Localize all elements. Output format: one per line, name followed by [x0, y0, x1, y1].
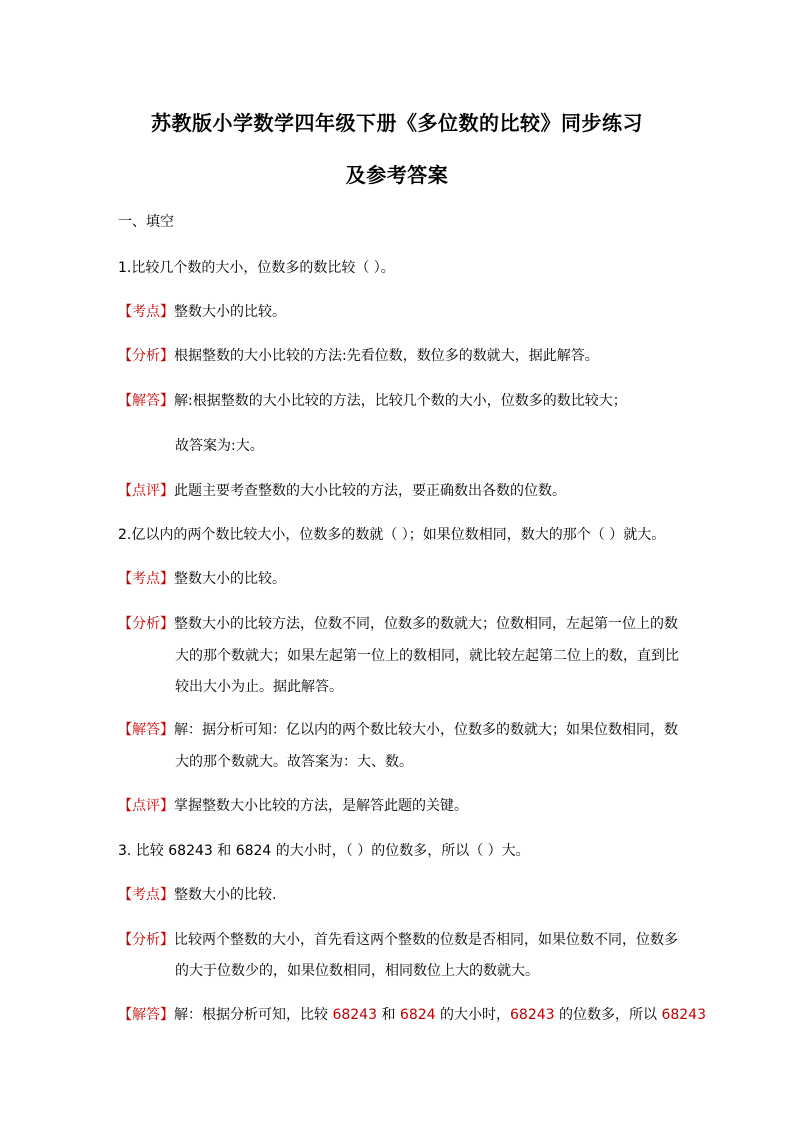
document-title-line2: 及参考答案: [345, 163, 449, 187]
q2-jieda: [118, 720, 678, 740]
q3-jieda-number-6824: 6824: [399, 1007, 436, 1023]
q1-fenxi-text: 根据整数的大小比较的方法:先看位数，数位多的数就大，据此解答。: [174, 348, 599, 364]
q2-fenxi: [118, 614, 678, 634]
q3-jieda-number-68243-c: 68243: [661, 1007, 706, 1023]
q2-fenxi-line3: 较出大小为止。据此解答。: [175, 679, 343, 695]
section-heading: 一、填空: [118, 214, 174, 230]
document-title-line1: 苏教版小学数学四年级下册《多位数的比较》同步练习: [151, 111, 643, 135]
q2-fenxi-text: 整数大小的比较方法，位数不同，位数多的数就大；位数相同，左起第一位上的数: [174, 616, 678, 632]
q3-jieda-number-68243: 68243: [332, 1007, 377, 1023]
q3-fenxi: [118, 930, 678, 950]
fenxi-tag: 【分析】: [118, 348, 174, 364]
kaodian-tag: 【考点】: [118, 571, 174, 587]
q1-jieda: [118, 391, 627, 411]
q1-kaodian-text: 整数大小的比较。: [174, 304, 286, 320]
q3-jieda-text-d: 的位数多，所以: [554, 1007, 662, 1023]
q3-jieda-text-a: 解：根据分析可知，比较: [174, 1007, 333, 1023]
q1-dianping-text: 此题主要考查整数的大小比较的方法，要正确数出各数的位数。: [174, 483, 566, 499]
q3-kaodian-text: 整数大小的比较.: [174, 887, 277, 903]
q3-question: 3. 比较 68243 和 6824 的大小时，（ ）的位数多，所以（ ）大。: [118, 843, 530, 859]
q2-dianping: [118, 796, 468, 816]
q3-fenxi-text: 比较两个整数的大小，首先看这两个整数的位数是否相同，如果位数不同，位数多: [174, 932, 678, 948]
q2-dianping-text: 掌握整数大小比较的方法，是解答此题的关键。: [174, 798, 468, 814]
q1-fenxi: [118, 346, 599, 366]
kaodian-tag: 【考点】: [118, 304, 174, 320]
kaodian-tag: 【考点】: [118, 887, 174, 903]
q2-kaodian: [118, 569, 286, 589]
jieda-tag: 【解答】: [118, 722, 174, 738]
q3-jieda-text-b: 和: [377, 1007, 400, 1023]
q2-question: 2.亿以内的两个数比较大小，位数多的数就（ ）；如果位数相同，数大的那个（ ）就大。: [118, 527, 666, 543]
q3-kaodian: [118, 885, 276, 905]
q2-fenxi-line2: 大的那个数就大；如果左起第一位上的数相同，就比较左起第二位上的数，直到比: [175, 648, 679, 664]
fenxi-tag: 【分析】: [118, 616, 174, 632]
q2-jieda-line2: 大的那个数就大。故答案为：大、数。: [175, 754, 413, 770]
jieda-tag: 【解答】: [118, 1007, 174, 1023]
q1-kaodian: [118, 302, 286, 322]
q1-jieda-text: 解:根据整数的大小比较的方法，比较几个数的大小，位数多的数比较大；: [174, 393, 627, 409]
dianping-tag: 【点评】: [118, 798, 174, 814]
fenxi-tag: 【分析】: [118, 932, 174, 948]
q1-jieda-answer: 故答案为:大。: [175, 438, 264, 454]
q3-fenxi-line2: 的大于位数少的，如果位数相同，相同数位上大的数就大。: [175, 963, 539, 979]
q3-jieda-number-68243-b: 68243: [510, 1007, 555, 1023]
dianping-tag: 【点评】: [118, 483, 174, 499]
q3-jieda: [118, 1005, 706, 1025]
q2-kaodian-text: 整数大小的比较。: [174, 571, 286, 587]
q1-question: 1.比较几个数的大小，位数多的数比较（ ）。: [118, 260, 395, 276]
q1-dianping: [118, 481, 566, 501]
q3-jieda-text-c: 的大小时，: [435, 1007, 510, 1023]
q2-jieda-text: 解：据分析可知：亿以内的两个数比较大小，位数多的数就大；如果位数相同，数: [174, 722, 678, 738]
jieda-tag: 【解答】: [118, 393, 174, 409]
